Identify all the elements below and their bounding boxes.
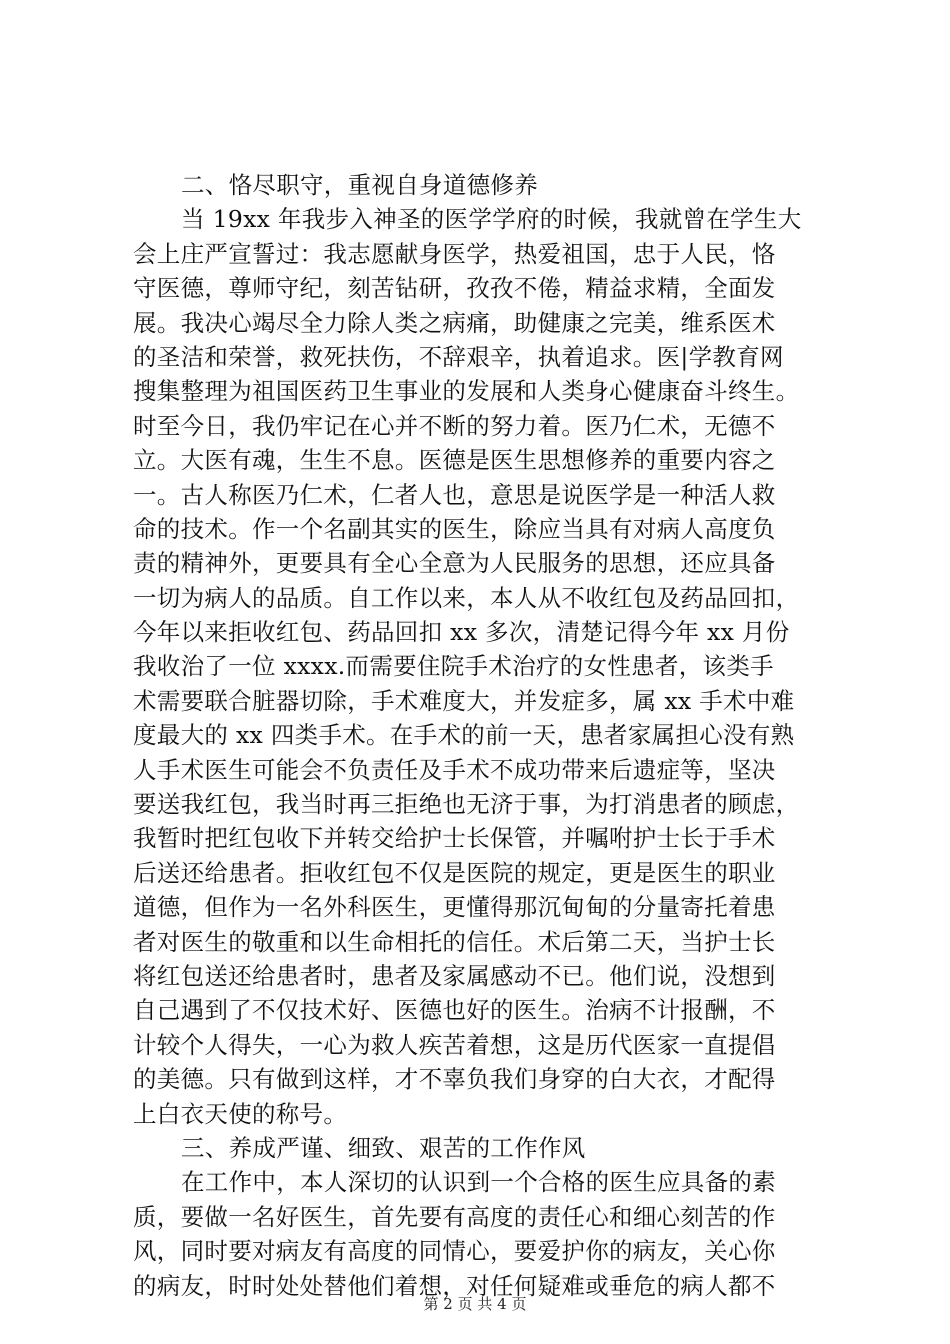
text-line: 展。我决心竭尽全力除人类之病痛，助健康之完美，维系医术	[133, 308, 776, 337]
text-line: 质，要做一名好医生，首先要有高度的责任心和细心刻苦的作	[133, 1202, 776, 1231]
text-line: 自己遇到了不仅技术好、医德也好的医生。治病不计报酬，不	[133, 996, 776, 1025]
text-line: 时至今日，我仍牢记在心并不断的努力着。医乃仁术，无德不	[133, 411, 776, 440]
text-line: 我暂时把红包收下并转交给护士长保管，并嘱咐护士长于手术	[133, 824, 776, 853]
text-line: 将红包送还给患者时，患者及家属感动不已。他们说，没想到	[133, 961, 776, 990]
text-line: 会上庄严宣誓过：我志愿献身医学，热爱祖国，忠于人民，恪	[133, 239, 776, 268]
text-line: 三、养成严谨、细致、艰苦的工作作风	[181, 1133, 586, 1162]
text-line: 一。古人称医乃仁术，仁者人也，意思是说医学是一种活人救	[133, 480, 776, 509]
text-line: 要送我红包，我当时再三拒绝也无济于事，为打消患者的顾虑，	[133, 790, 800, 819]
text-line: 在工作中，本人深切的认识到一个合格的医生应具备的素	[181, 1168, 776, 1197]
text-line: 当 19xx 年我步入神圣的医学学府的时候，我就曾在学生大	[181, 205, 802, 234]
text-line: 的病友，时时处处替他们着想，对任何疑难或垂危的病人都不	[133, 1271, 776, 1300]
text-line: 搜集整理为祖国医药卫生事业的发展和人类身心健康奋斗终生。	[133, 377, 800, 406]
text-line: 二、恪尽职守，重视自身道德修养	[181, 171, 538, 199]
text-line: 命的技术。作一个名副其实的医生，除应当具有对病人高度负	[133, 514, 776, 543]
text-line: 的美德。只有做到这样，才不辜负我们身穿的白大衣，才配得	[133, 1065, 776, 1094]
text-line: 术需要联合脏器切除，手术难度大，并发症多，属 xx 手术中难	[133, 686, 795, 715]
text-line: 后送还给患者。拒收红包不仅是医院的规定，更是医生的职业	[133, 858, 776, 887]
text-line: 一切为病人的品质。自工作以来，本人从不收红包及药品回扣，	[133, 583, 800, 612]
text-line: 上白衣天使的称号。	[133, 1099, 348, 1128]
text-line: 今年以来拒收红包、药品回扣 xx 多次，清楚记得今年 xx 月份	[133, 618, 790, 647]
text-line: 者对医生的敬重和以生命相托的信任。术后第二天，当护士长	[133, 927, 776, 956]
text-line: 我收治了一位 xxxx.而需要住院手术治疗的女性患者，该类手	[133, 652, 774, 681]
text-line: 的圣洁和荣誉，救死扶伤，不辞艰辛，执着追求。医|学教育网	[133, 342, 784, 371]
page-footer: 第 2 页 共 4 页	[423, 1295, 527, 1313]
document-body	[133, 168, 833, 1303]
text-line: 守医德，尊师守纪，刻苦钻研，孜孜不倦，精益求精，全面发	[133, 274, 776, 303]
text-line: 道德，但作为一名外科医生，更懂得那沉甸甸的分量寄托着患	[133, 893, 776, 922]
text-line: 风，同时要对病友有高度的同情心，要爱护你的病友，关心你	[133, 1237, 776, 1266]
text-line: 责的精神外，更要具有全心全意为人民服务的思想，还应具备	[133, 549, 776, 578]
text-line: 立。大医有魂，生生不息。医德是医生思想修养的重要内容之	[133, 446, 776, 475]
text-line: 计较个人得失，一心为救人疾苦着想，这是历代医家一直提倡	[133, 1030, 776, 1059]
text-line: 度最大的 xx 四类手术。在手术的前一天，患者家属担心没有熟	[133, 721, 795, 750]
text-line: 人手术医生可能会不负责任及手术不成功带来后遗症等，坚决	[133, 755, 776, 784]
